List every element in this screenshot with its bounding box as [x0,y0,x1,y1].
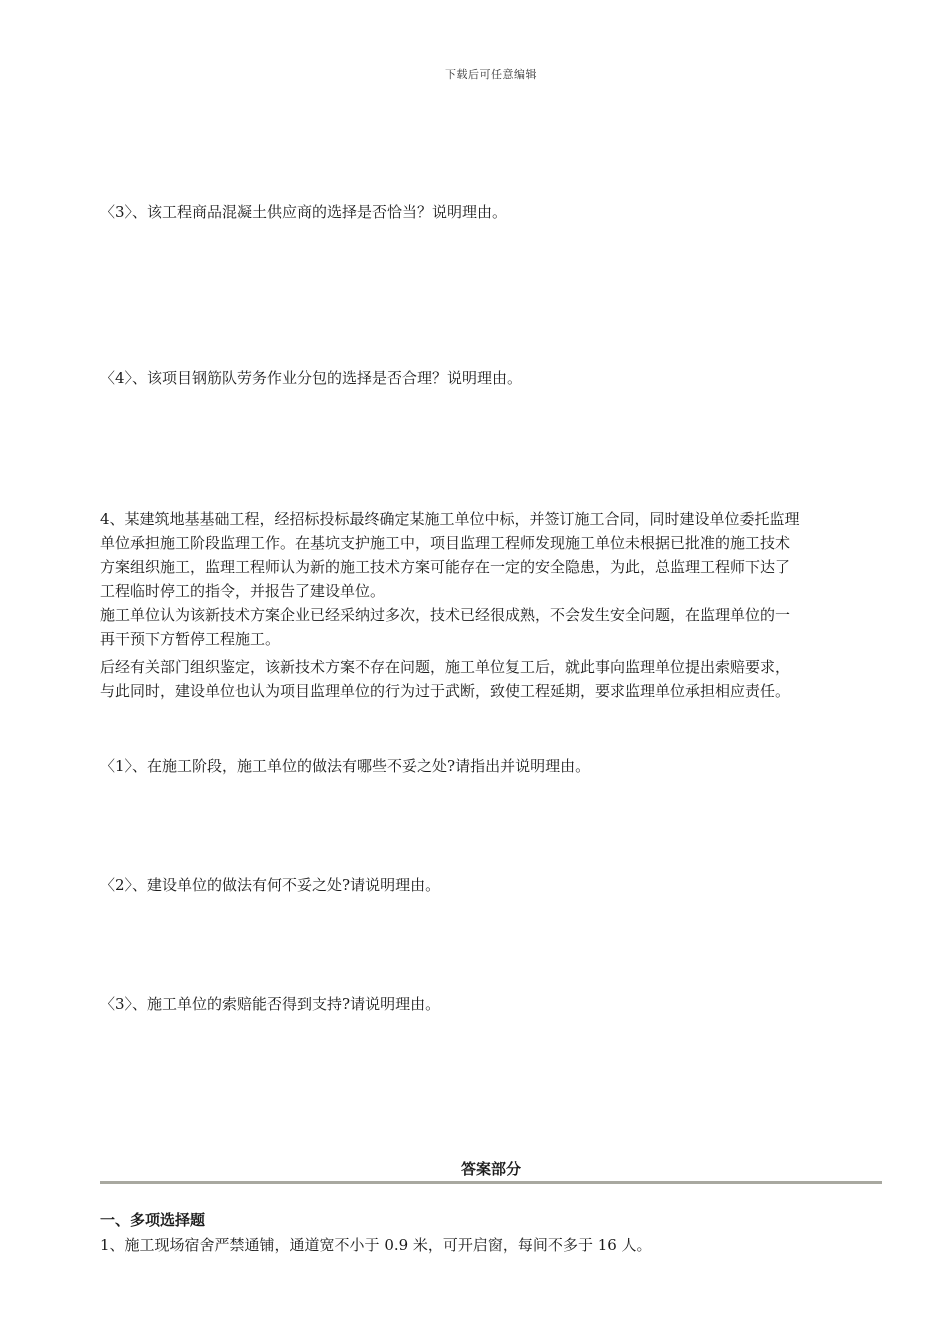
page-header: 下载后可任意编辑 [445,68,537,81]
case-4-p3-line: 与此同时，建设单位也认为项目监理单位的行为过于武断，致使工程延期，要求监理单位承担相应责任。 [100,682,791,700]
answers-divider [100,1181,882,1184]
case-4-p1-line: 4、某建筑地基基础工程，经招标投标最终确定某施工单位中标，并签订施工合同，同时建设单位委托监理 [100,510,800,528]
case-4-paragraph-1 [100,507,890,603]
question-3-concrete-supplier: 〈3〉、该工程商品混凝土供应商的选择是否恰当？说明理由。 [100,203,508,221]
case-4-p2-line: 再干预下方暂停工程施工。 [100,630,281,648]
case-4-question-1: 〈1〉、在施工阶段，施工单位的做法有哪些不妥之处?请指出并说明理由。 [100,757,591,775]
answer-item-1: 1、施工现场宿舍严禁通铺，通道宽不小于 0.9 米，可开启窗，每间不多于 16 人。 [100,1236,652,1254]
case-4-question-2: 〈2〉、建设单位的做法有何不妥之处?请说明理由。 [100,876,441,894]
case-4-paragraph-3 [100,655,890,703]
case-4-paragraph-2 [100,603,890,651]
answers-section-heading: 一、多项选择题 [100,1211,206,1229]
case-4-p1-line: 单位承担施工阶段监理工作。在基坑支护施工中，项目监理工程师发现施工单位未根据已批准的施工技术 [100,534,791,552]
case-4-p3-line: 后经有关部门组织鉴定，该新技术方案不存在问题，施工单位复工后，就此事向监理单位提出索赔要求， [100,658,791,676]
case-4-question-3: 〈3〉、施工单位的索赔能否得到支持?请说明理由。 [100,995,441,1013]
case-4-p1-line: 工程临时停工的指令，并报告了建设单位。 [100,582,386,600]
answers-title: 答案部分 [460,1160,521,1178]
question-4-rebar-subcontract: 〈4〉、该项目钢筋队劳务作业分包的选择是否合理？说明理由。 [100,369,523,387]
case-4-p1-line: 方案组织施工，监理工程师认为新的施工技术方案可能存在一定的安全隐患，为此，总监理工程师下达了 [100,558,791,576]
case-4-p2-line: 施工单位认为该新技术方案企业已经采纳过多次，技术已经很成熟，不会发生安全问题，在监理单位的一 [100,606,791,624]
